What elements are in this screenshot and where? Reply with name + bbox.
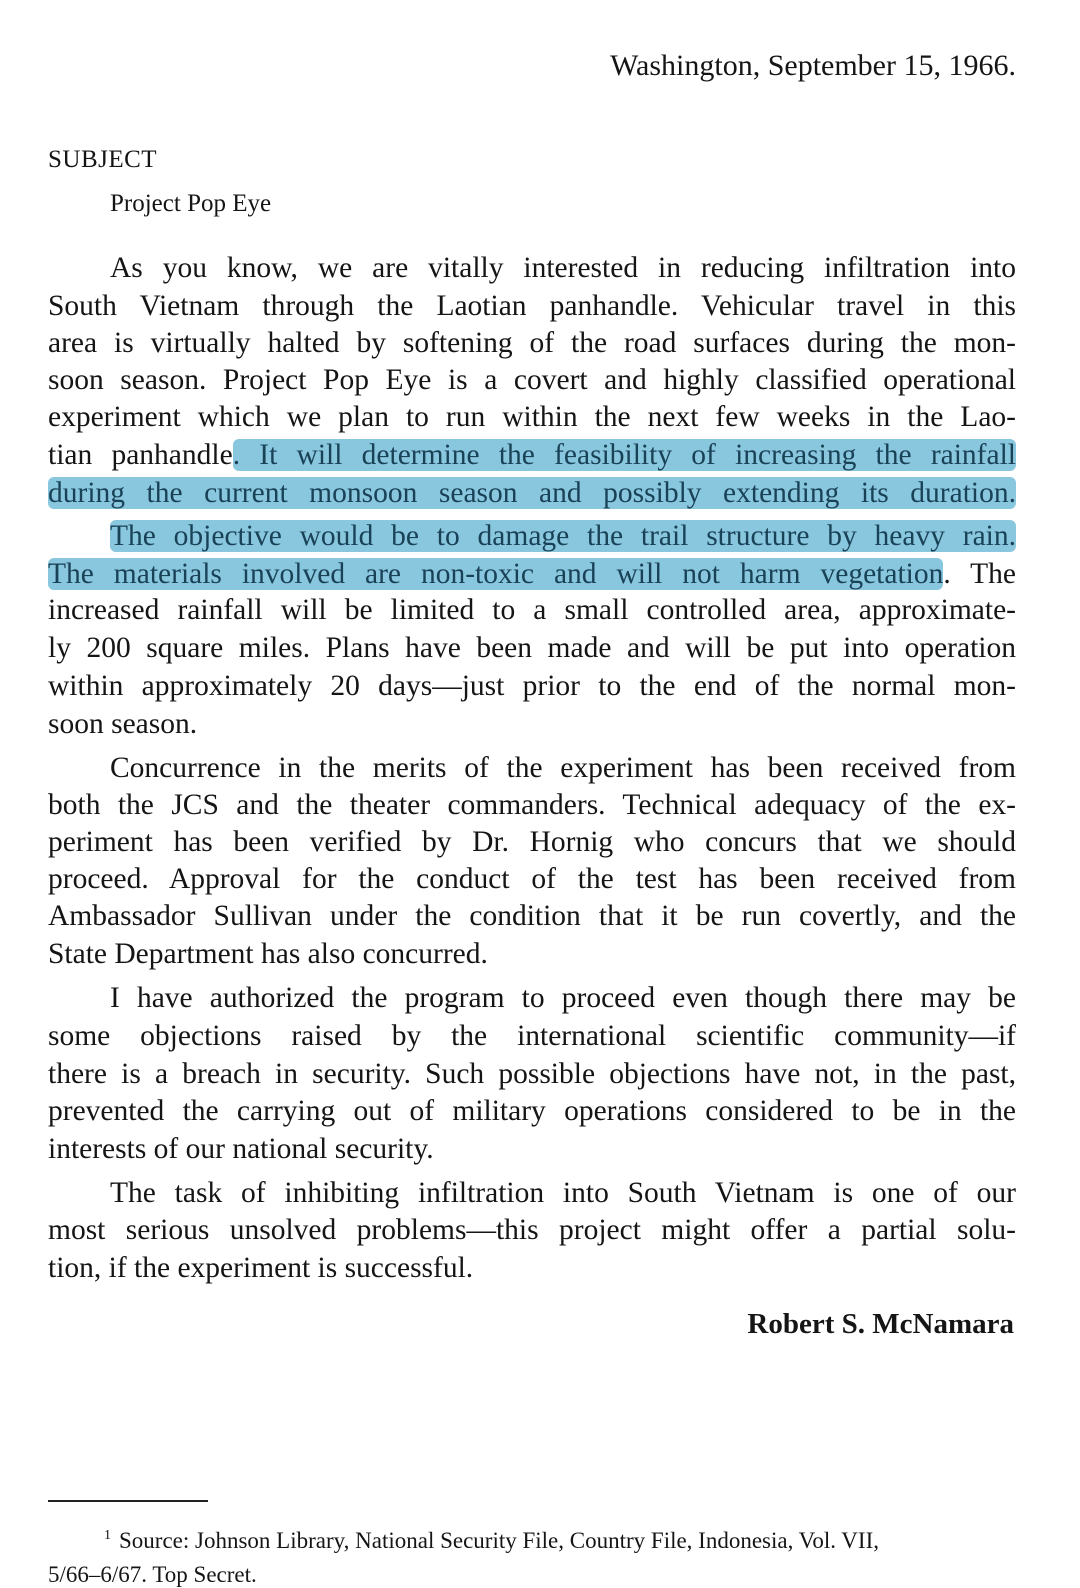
body-line: [48, 1056, 1016, 1093]
line-text: ly 200 square miles. Plans have been made and will be put into operation: [48, 632, 1016, 664]
line-text: some objections raised by the international scientific community—if: [48, 1020, 1016, 1052]
body-line: [48, 325, 1016, 362]
subject-label: SUBJECT: [48, 146, 158, 173]
line-text: increased rainfall will be limited to a small controlled area, approximate-: [48, 594, 1016, 626]
subject-title: Project Pop Eye: [110, 190, 272, 217]
body-line: [48, 399, 1016, 436]
body-line: [48, 556, 1016, 593]
footnote-divider: [48, 1500, 208, 1502]
body-line: [48, 437, 1016, 474]
line-text: most serious unsolved problems—this project might offer a partial solu-: [48, 1214, 1016, 1246]
line-text: As you know, we are vitally interested in reducing infiltration into: [110, 252, 1016, 284]
dateline: Washington, September 15, 1966.: [610, 49, 1016, 82]
body-line: [110, 980, 1016, 1017]
line-text: Ambassador Sullivan under the condition that it be run covertly, and the: [48, 900, 1016, 932]
body-line: [48, 668, 1016, 705]
line-text: tion, if the experiment is successful.: [48, 1252, 474, 1284]
body-line: [110, 250, 1016, 287]
body-line: [48, 592, 1016, 629]
line-text: periment has been verified by Dr. Hornig who concurs that we should: [48, 826, 1016, 858]
footnote-marker: 1: [104, 1528, 111, 1544]
footnote-text: Source: Johnson Library, National Security File, Country File, Indonesia, Vol. VII,: [119, 1528, 879, 1553]
body-line: [110, 1175, 1016, 1212]
line-text: . The: [943, 558, 1016, 590]
body-line: [48, 936, 1016, 973]
line-text: The task of inhibiting infiltration into South Vietnam is one of our: [110, 1177, 1016, 1209]
line-text: tian panhandle: [48, 439, 233, 471]
body-line: [48, 1131, 1016, 1168]
body-line: [110, 518, 1016, 555]
footnote-continuation: 5/66–6/67. Top Secret.: [48, 1562, 257, 1587]
body-line: [48, 1250, 1016, 1287]
line-text: soon season. Project Pop Eye is a covert and highly classified operational: [48, 364, 1016, 396]
line-text: prevented the carrying out of military operations considered to be in the: [48, 1095, 1016, 1127]
line-text: I have authorized the program to proceed even though there may be: [110, 982, 1016, 1014]
line-text: Concurrence in the merits of the experiment has been received from: [110, 752, 1016, 784]
line-text: there is a breach in security. Such possible objections have not, in the past,: [48, 1058, 1016, 1090]
body-line: [48, 898, 1016, 935]
line-text: area is virtually halted by softening of the road surfaces during the mon-: [48, 327, 1016, 359]
highlighted-text: The materials involved are non-toxic and will not harm vegetation: [48, 558, 944, 590]
highlighted-text: during the current monsoon season and possibly extending its duration.: [48, 477, 1016, 509]
line-text: both the JCS and the theater commanders. Technical adequacy of the ex-: [48, 789, 1016, 821]
body-line: [48, 1212, 1016, 1249]
highlighted-text: The objective would be to damage the trail structure by heavy rain.: [110, 520, 1016, 552]
signature: Robert S. McNamara: [747, 1308, 1014, 1340]
body-line: [48, 861, 1016, 898]
body-line: [48, 630, 1016, 667]
line-text: within approximately 20 days—just prior to the end of the normal mon-: [48, 670, 1016, 702]
body-line: [48, 362, 1016, 399]
line-text: experiment which we plan to run within the next few weeks in the Lao-: [48, 401, 1016, 433]
line-text: interests of our national security.: [48, 1133, 434, 1165]
footnote: [104, 1528, 879, 1554]
line-text: soon season.: [48, 708, 198, 740]
line-text: South Vietnam through the Laotian panhandle. Vehicular travel in this: [48, 290, 1016, 322]
body-line: [48, 475, 1016, 512]
body-line: [48, 1093, 1016, 1130]
body-line: [110, 750, 1016, 787]
highlighted-text: . It will determine the feasibility of increasing the rainfall: [232, 439, 1016, 471]
line-text: proceed. Approval for the conduct of the test has been received from: [48, 863, 1016, 895]
body-line: [48, 706, 1016, 743]
body-line: [48, 787, 1016, 824]
line-text: State Department has also concurred.: [48, 938, 488, 970]
body-line: [48, 288, 1016, 325]
body-line: [48, 1018, 1016, 1055]
body-line: [48, 824, 1016, 861]
